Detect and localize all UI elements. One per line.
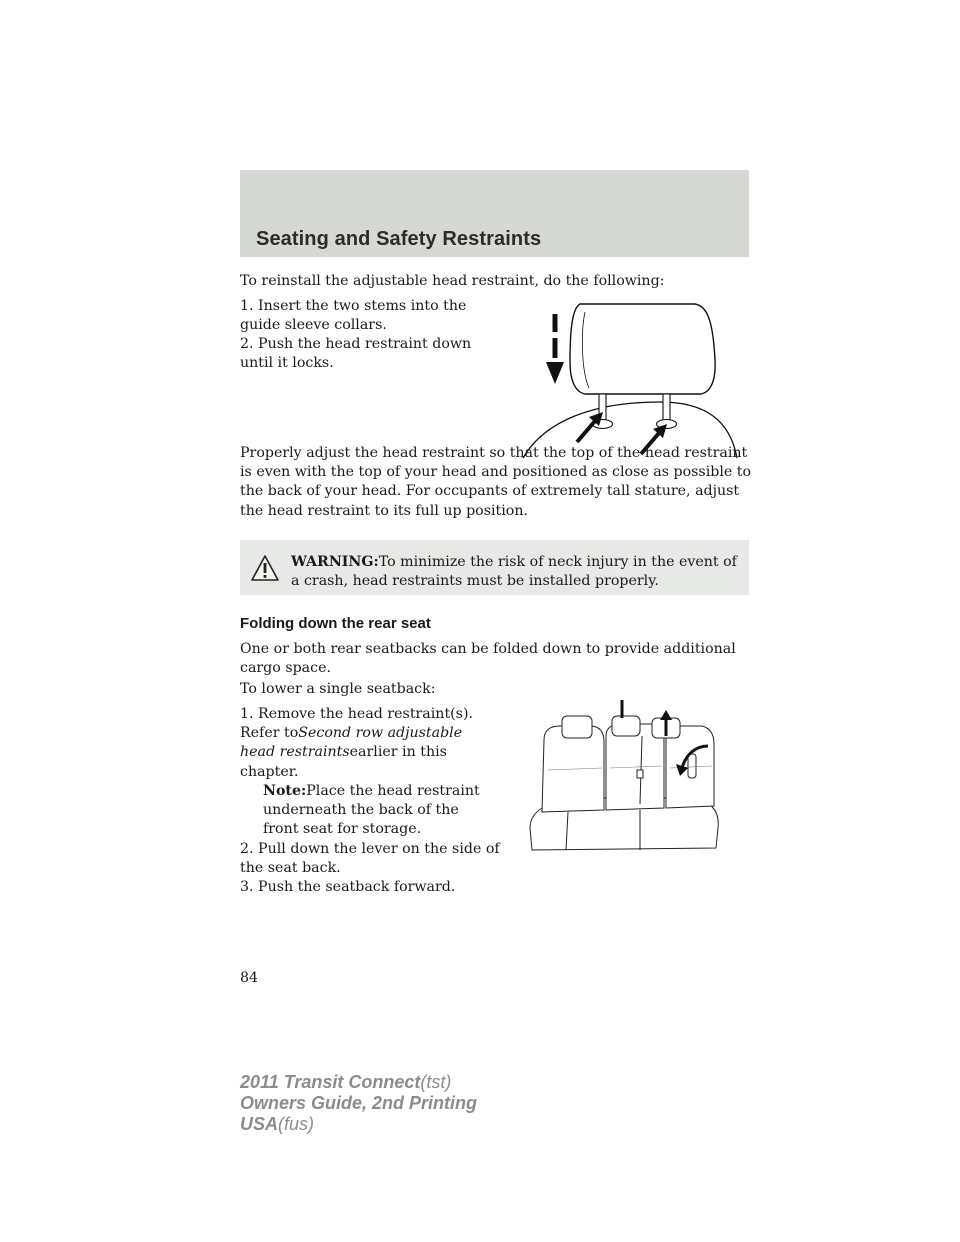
lower-single-label: To lower a single seatback:	[240, 681, 436, 697]
warning-body: To minimize the risk of neck injury in the event of a crash, head restraints must be installed properly.	[291, 554, 737, 590]
note-label: Note:	[263, 783, 307, 799]
adjust-paragraph: Properly adjust the head restraint so that the top of the head restraint is even with the top of your head and positioned as close as possible to the back of your head. For occupants of extremely tall stature, adjust the head restraint to its full up position.	[240, 445, 751, 519]
storage-note	[263, 782, 498, 840]
down-arrow-icon	[546, 314, 564, 384]
document-footer	[240, 1072, 477, 1135]
warning-label: WARNING:	[291, 554, 379, 570]
footer-guide: Owners Guide, 2nd Printing	[240, 1093, 478, 1113]
head-restraint-illustration	[515, 300, 745, 460]
reinstall-step-1: 1. Insert the two stems into the guide sleeve collars.	[240, 298, 467, 334]
footer-market: USA	[240, 1114, 279, 1134]
footer-model: 2011 Transit Connect	[240, 1072, 421, 1092]
fold-step-1-text: 1. Remove the head restraint(s). Refer to	[240, 706, 474, 742]
reinstall-step-2: 2. Push the head restraint down until it locks.	[240, 336, 472, 372]
warning-box	[240, 540, 749, 595]
note-text: Place the head restraint underneath the back of the front seat for storage.	[263, 783, 480, 838]
warning-triangle-icon	[250, 554, 280, 582]
fold-step-1-tail: earlier in this chapter.	[240, 744, 447, 780]
up-arrow-icon	[616, 700, 628, 712]
intro-text: To reinstall the adjustable head restraint, do the following:	[240, 273, 665, 289]
rear-seat-illustration	[520, 700, 725, 860]
fold-step-1	[240, 705, 500, 782]
footer-model-code: (tst)	[420, 1072, 452, 1092]
page-number: 84	[240, 970, 259, 986]
warning-text	[291, 553, 741, 591]
fold-step-2: 2. Pull down the lever on the side of the seat back.	[240, 841, 500, 877]
cross-reference: Second row adjustable head restraints	[240, 725, 463, 761]
fold-step-3: 3. Push the seatback forward.	[240, 879, 456, 895]
fold-intro: One or both rear seatbacks can be folded down to provide additional cargo space.	[240, 641, 736, 677]
footer-market-code: (fus)	[278, 1114, 315, 1134]
section-header	[240, 170, 749, 257]
section-title: Seating and Safety Restraints	[256, 228, 542, 250]
section-heading: Folding down the rear seat	[240, 615, 431, 632]
